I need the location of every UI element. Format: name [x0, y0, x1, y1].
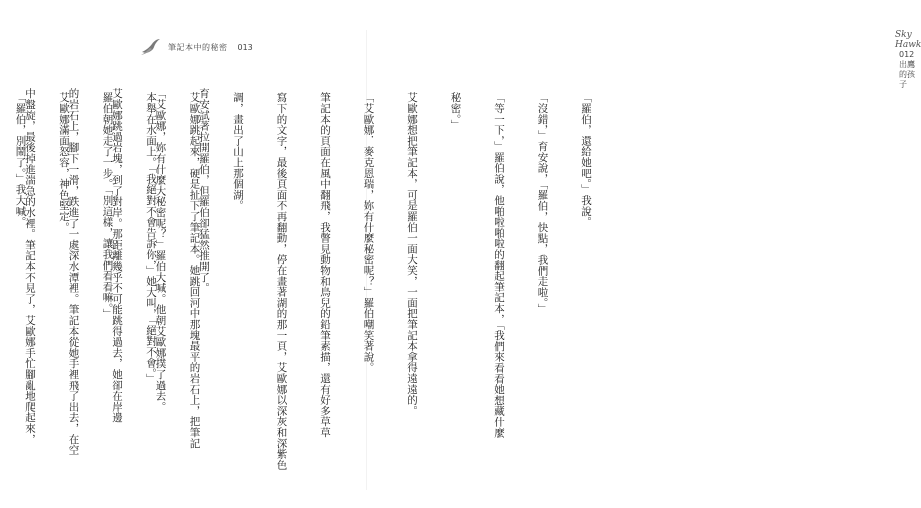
right-page-number: 012 — [899, 50, 915, 59]
left-running-header — [140, 38, 253, 56]
text-line: 「羅伯，還給她吧。」我說。 — [580, 92, 592, 228]
text-line: 艾歐娜跳起來，硬是扯下了筆記本。她跳回河中那塊最平的岩石上，把筆記 — [188, 92, 201, 449]
text-line: 本舉在水面上。「我絕對不會告訴你，」她大叫，「絕對不會。」 — [145, 92, 157, 385]
text-line: 「艾歐娜，妳有什麼大秘密呢？」羅伯大喊。他朝艾歐娜撲了過去。 — [154, 88, 167, 412]
right-running-header — [895, 30, 921, 90]
right-header-script-title: Sky Hawk — [895, 30, 921, 50]
text-line: 中盤旋，最後掉進湍急的水裡。筆記本不見了，艾歐娜手忙腳亂地爬起來， — [24, 88, 36, 445]
text-line: 筆記本的頁面在風中翻飛，我瞥見動物和鳥兒的鉛筆素描，還有好多草草 — [319, 92, 331, 438]
text-line: 艾歐娜滿面怒容，神色堅定。 — [58, 92, 70, 233]
text-line: 「羅伯，別鬧了。」我大喊。 — [14, 92, 27, 228]
text-line: 的岩石上，腳下一滑，跌進了一處深水潭裡。筆記本從她手裡飛了出去，在空 — [67, 88, 80, 456]
text-line: 調，畫出了山上那個湖。 — [232, 92, 244, 211]
text-line: 寫下的文字，最後頁面不再翻動，停在畫著湖的那一頁，艾歐娜以深灰和深紫色 — [275, 92, 288, 470]
text-line: 艾歐娜跳過岩塊，到了對岸。那距離幾乎不可能跳得過去，她卻在岸邊 — [111, 88, 123, 423]
text-line: 秘密。」 — [449, 92, 462, 130]
text-line: 「等一下，」羅伯說，他啪啦啪啦的翻起筆記本，「我們來看看她想藏什麼 — [493, 92, 505, 438]
bird-logo-icon — [140, 38, 162, 56]
left-header-title: 筆記本中的秘密 — [168, 42, 228, 52]
text-line: 育安試著拉開羅伯，但羅伯卻猛然推開了。 — [198, 88, 210, 294]
left-page-number: 013 — [237, 42, 253, 52]
text-line: 艾歐娜想把筆記本，可是羅伯一面大笑，一面把筆記本拿得遠遠的。 — [406, 92, 418, 416]
right-header-chapter-title: 出鷹的孩子 — [899, 60, 915, 89]
text-line: 「艾歐娜．麥克恩瑞，妳有什麼秘密呢？」羅伯嘲笑著說。 — [362, 92, 375, 373]
text-line: 羅伯朝她走了一步。「別這樣，讓我們看看嘛。」 — [101, 92, 114, 320]
text-line: 「沒錯，」育安說，「羅伯，快點，我們走啦。」 — [536, 92, 549, 314]
